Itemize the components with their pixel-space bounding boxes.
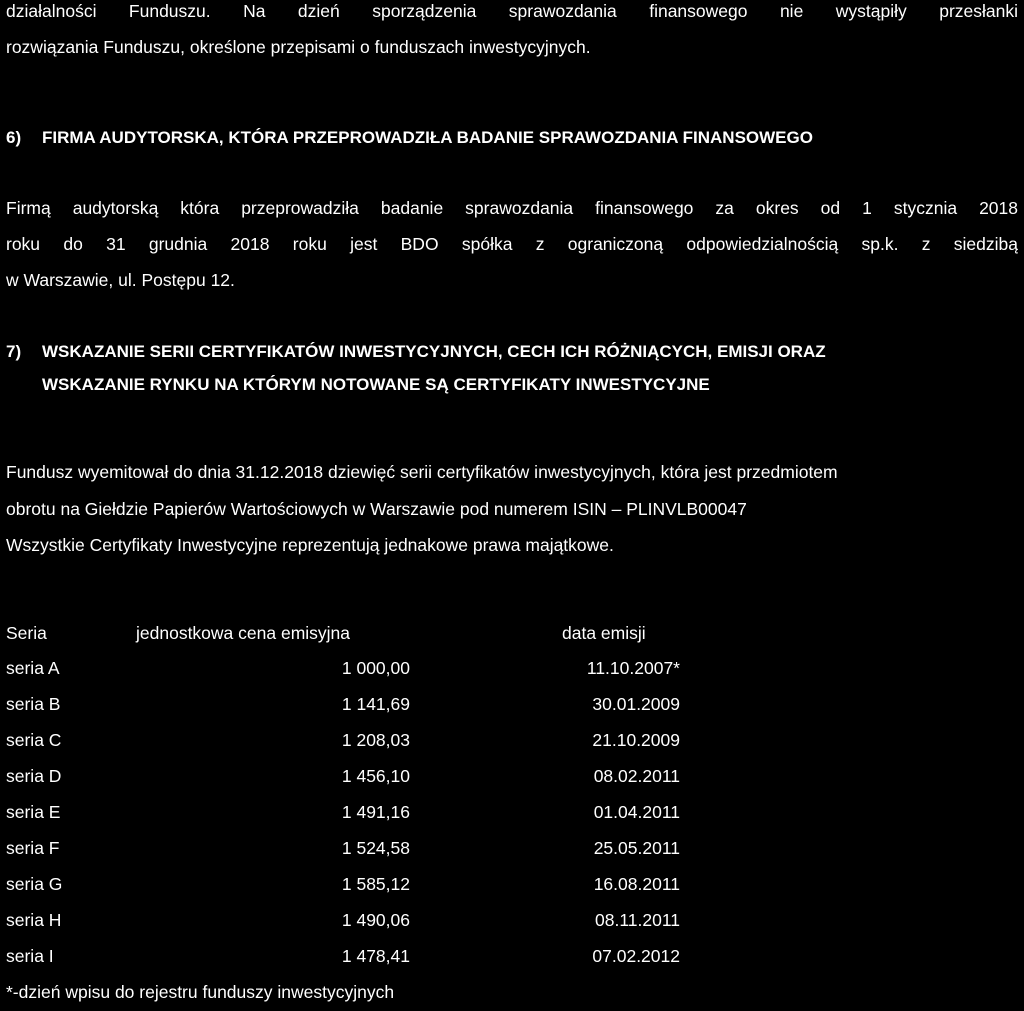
- section-6-number: 6): [6, 128, 22, 147]
- row-price: 1 478,41: [341, 946, 410, 966]
- row-price: 1 491,16: [341, 802, 410, 822]
- row-date: 16.08.2011: [593, 874, 680, 894]
- row-price: 1 524,58: [341, 838, 410, 858]
- section-7-para-line-1: Fundusz wyemitował do dnia 31.12.2018 dziewięć serii certyfikatów inwestycyjnych, która jest przedmiotem: [6, 462, 838, 482]
- intro-line-1: działalności Funduszu. Na dzień sporządzenia sprawozdania finansowego nie wystąpiły przesłanki: [6, 1, 1018, 21]
- row-series: seria E: [6, 802, 61, 822]
- row-date: 08.02.2011: [593, 766, 680, 786]
- row-series: seria B: [6, 694, 61, 714]
- row-date: 01.04.2011: [593, 802, 680, 822]
- row-date: 07.02.2012: [592, 946, 680, 966]
- section-7-number: 7): [6, 342, 22, 361]
- row-date: 30.01.2009: [592, 694, 680, 714]
- table-header-series: Seria: [6, 623, 47, 643]
- section-7-para-line-2: obrotu na Giełdzie Papierów Wartościowych w Warszawie pod numerem ISIN – PLINVLB00047: [6, 499, 747, 519]
- row-series: seria D: [6, 766, 62, 786]
- row-price: 1 585,12: [341, 874, 410, 894]
- table-footnote: *-dzień wpisu do rejestru funduszy inwestycyjnych: [6, 982, 395, 1002]
- row-price: 1 000,00: [341, 658, 410, 678]
- intro-line-2: rozwiązania Funduszu, określone przepisami o funduszach inwestycyjnych.: [6, 37, 591, 57]
- row-series: seria H: [6, 910, 62, 930]
- row-series: seria I: [6, 946, 54, 966]
- row-price: 1 141,69: [341, 694, 410, 714]
- row-date: 11.10.2007*: [586, 658, 680, 678]
- section-6-title: FIRMA AUDYTORSKA, KTÓRA PRZEPROWADZIŁA BADANIE SPRAWOZDANIA FINANSOWEGO: [42, 128, 813, 147]
- section-7-title-line-2: WSKAZANIE RYNKU NA KTÓRYM NOTOWANE SĄ CERTYFIKATY INWESTYCYJNE: [42, 375, 710, 394]
- section-7-title-line-1: WSKAZANIE SERII CERTYFIKATÓW INWESTYCYJNYCH, CECH ICH RÓŻNIĄCYCH, EMISJI ORAZ: [42, 342, 826, 361]
- row-price: 1 490,06: [341, 910, 410, 930]
- row-price: 1 208,03: [341, 730, 410, 750]
- row-date: 08.11.2011: [595, 910, 680, 930]
- row-date: 25.05.2011: [593, 838, 680, 858]
- table-header-price: jednostkowa cena emisyjna: [136, 623, 351, 643]
- section-6-para-line-1: Firmą audytorską która przeprowadziła badanie sprawozdania finansowego za okres od 1 stycznia 2018: [6, 198, 1018, 218]
- row-series: seria F: [6, 838, 60, 858]
- row-series: seria C: [6, 730, 62, 750]
- row-price: 1 456,10: [341, 766, 410, 786]
- row-series: seria G: [6, 874, 63, 894]
- row-series: seria A: [6, 658, 60, 678]
- table-header-date: data emisji: [562, 623, 646, 643]
- section-6-para-line-3: w Warszawie, ul. Postępu 12.: [6, 270, 235, 290]
- section-7-para-line-3: Wszystkie Certyfikaty Inwestycyjne reprezentują jednakowe prawa majątkowe.: [6, 535, 614, 555]
- section-6-para-line-2: roku do 31 grudnia 2018 roku jest BDO spółka z ograniczoną odpowiedzialnością sp.k. z siedzibą: [6, 234, 1018, 254]
- row-date: 21.10.2009: [592, 730, 680, 750]
